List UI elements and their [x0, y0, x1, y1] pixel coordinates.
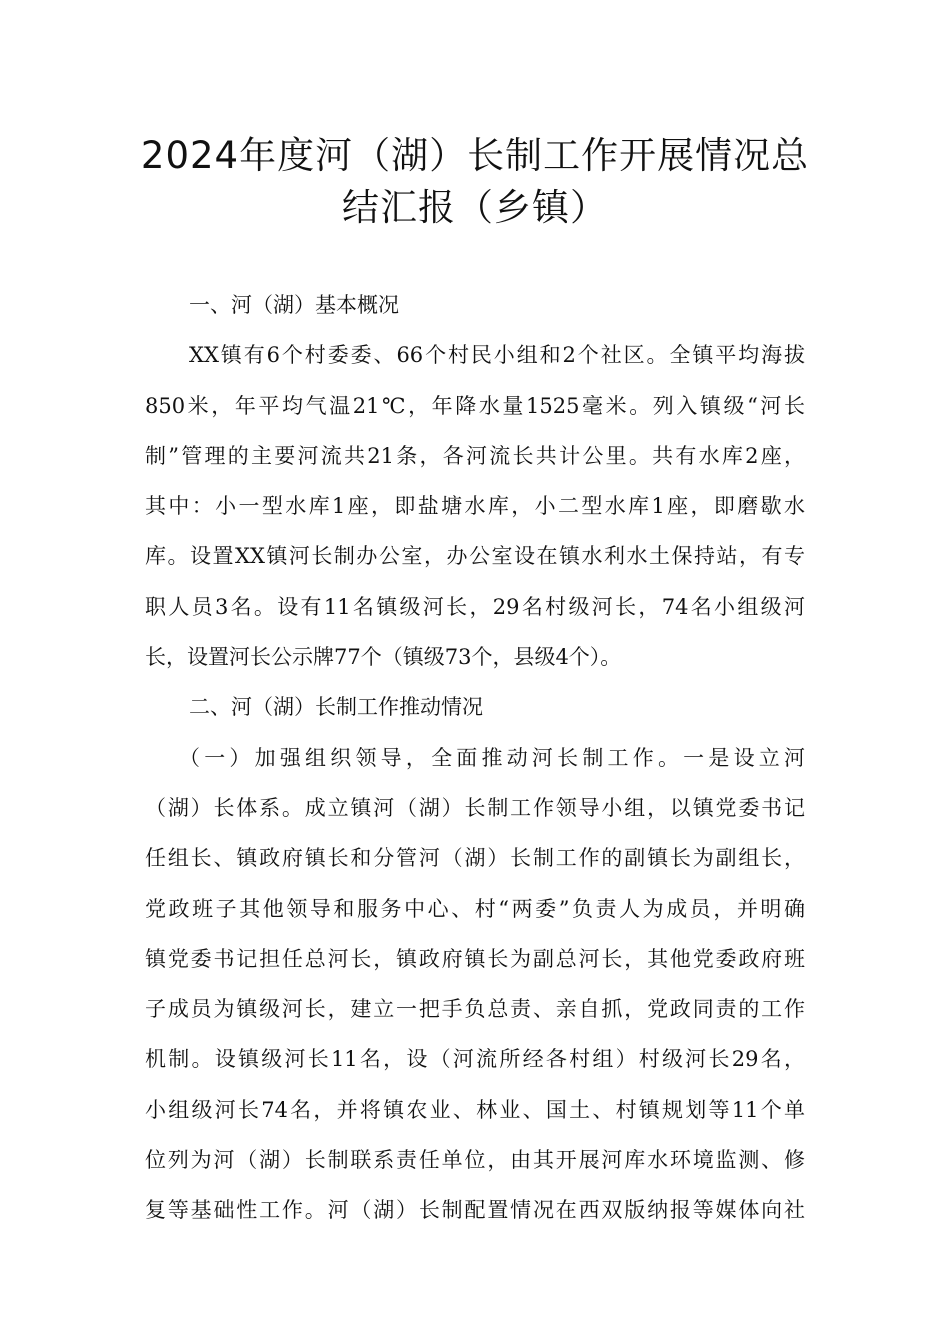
paragraph-line: 小组级河长74名，并将镇农业、林业、国土、村镇规划等11个单 [145, 1097, 805, 1122]
document-title-line-1: 2024年度河（湖）长制工作开展情况总 [140, 134, 810, 177]
paragraph-line: 库。设置XX镇河长制办公室，办公室设在镇水利水土保持站，有专 [145, 544, 805, 569]
paragraph-line: 其中：小一型水库1座，即盐塘水库，小二型水库1座，即磨歇水 [145, 494, 805, 519]
section-1-paragraph [145, 330, 805, 682]
paragraph-line: 机制。设镇级河长11名，设（河流所经各村组）村级河长29名， [145, 1047, 805, 1072]
document-title-line-2: 结汇报（乡镇） [342, 186, 608, 229]
section-2-paragraph [145, 733, 805, 1236]
paragraph-line: 子成员为镇级河长，建立一把手负总责、亲自抓，党政同责的工作 [145, 997, 805, 1022]
paragraph-line: 850米，年平均气温21℃，年降水量1525毫米。列入镇级“河长 [145, 393, 805, 418]
paragraph-line: 任组长、镇政府镇长和分管河（湖）长制工作的副镇长为副组长， [145, 846, 805, 871]
section-2-heading: 二、河（湖）长制工作推动情况 [189, 695, 483, 720]
paragraph-line: 位列为河（湖）长制联系责任单位，由其开展河库水环境监测、修 [145, 1148, 805, 1173]
paragraph-line: 制”管理的主要河流共21条，各河流长共计公里。共有水库2座， [145, 443, 805, 468]
document-body [145, 280, 805, 1236]
paragraph-line: 镇党委书记担任总河长，镇政府镇长为副总河长，其他党委政府班 [145, 946, 805, 971]
paragraph-line: （湖）长体系。成立镇河（湖）长制工作领导小组，以镇党委书记 [145, 795, 805, 820]
paragraph-line: 长，设置河长公示牌77个（镇级73个，县级4个）。 [145, 645, 622, 670]
paragraph-line: 复等基础性工作。河（湖）长制配置情况在西双版纳报等媒体向社 [145, 1198, 805, 1223]
section-1-heading: 一、河（湖）基本概况 [189, 293, 399, 317]
paragraph-line: （一）加强组织领导，全面推动河长制工作。一是设立河 [179, 745, 805, 770]
paragraph-line: 党政班子其他领导和服务中心、村“两委”负责人为成员，并明确 [145, 896, 805, 921]
paragraph-line: XX镇有6个村委委、66个村民小组和2个社区。全镇平均海拔 [189, 343, 805, 368]
paragraph-line: 职人员3名。设有11名镇级河长，29名村级河长，74名小组级河 [145, 594, 805, 619]
